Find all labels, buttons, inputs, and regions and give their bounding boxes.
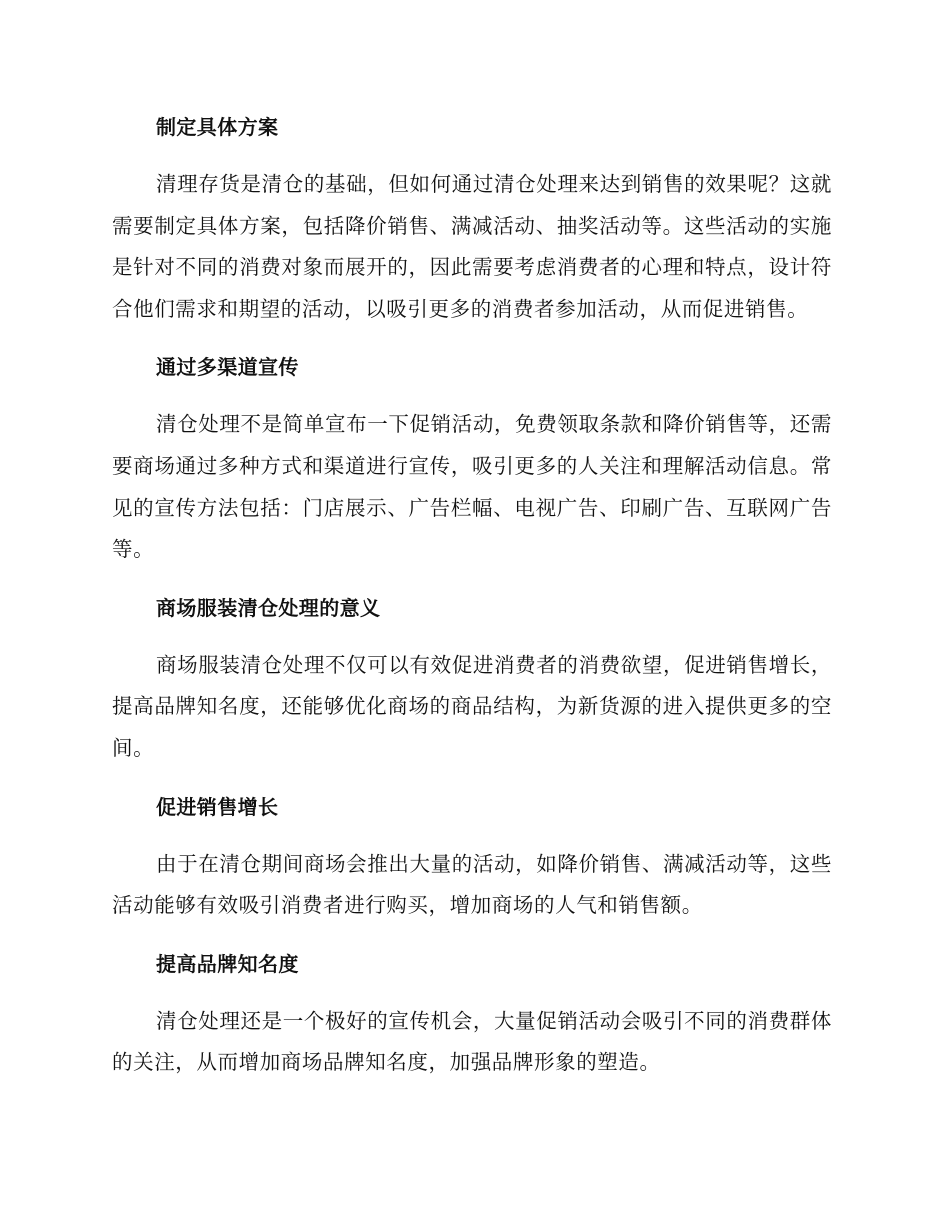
section-paragraph: 清仓处理还是一个极好的宣传机会，大量促销活动会吸引不同的消费群体的关注，从而增加商场品牌知名度，加强品牌形象的塑造。	[112, 1008, 832, 1075]
section-heading: 促进销售增长	[156, 794, 279, 819]
section-paragraph: 商场服装清仓处理不仅可以有效促进消费者的消费欲望，促进销售增长，提高品牌知名度，还能够优化商场的商品结构，为新货源的进入提供更多的空间。	[112, 652, 832, 760]
section-make-plan	[112, 108, 832, 330]
section-heading: 通过多渠道宣传	[156, 355, 299, 380]
section-paragraph: 由于在清仓期间商场会推出大量的活动，如降价销售、满减活动等，这些活动能够有效吸引消费者进行购买，增加商场的人气和销售额。	[112, 851, 832, 918]
section-heading: 商场服装清仓处理的意义	[156, 595, 381, 620]
section-paragraph: 清仓处理不是简单宣布一下促销活动，免费领取条款和降价销售等，还需要商场通过多种方式和渠道进行宣传，吸引更多的人关注和理解活动信息。常见的宣传方法包括：门店展示、广告栏幅、电视广告、印刷广告、互联网广告等。	[112, 412, 832, 562]
section-brand-awareness	[112, 945, 832, 1084]
section-significance	[112, 589, 832, 770]
document-body	[112, 108, 832, 1102]
section-sales-growth	[112, 788, 832, 927]
section-heading: 提高品牌知名度	[156, 951, 299, 976]
section-heading: 制定具体方案	[156, 115, 279, 139]
section-multichannel-promotion	[112, 348, 832, 570]
section-paragraph: 清理存货是清仓的基础，但如何通过清仓处理来达到销售的效果呢？这就需要制定具体方案，包括降价销售、满减活动、抽奖活动等。这些活动的实施是针对不同的消费对象而展开的，因此需要考虑消费者的心理和特点，设计符合他们需求和期望的活动，以吸引更多的消费者参加活动，从而促进销售。	[112, 172, 832, 321]
